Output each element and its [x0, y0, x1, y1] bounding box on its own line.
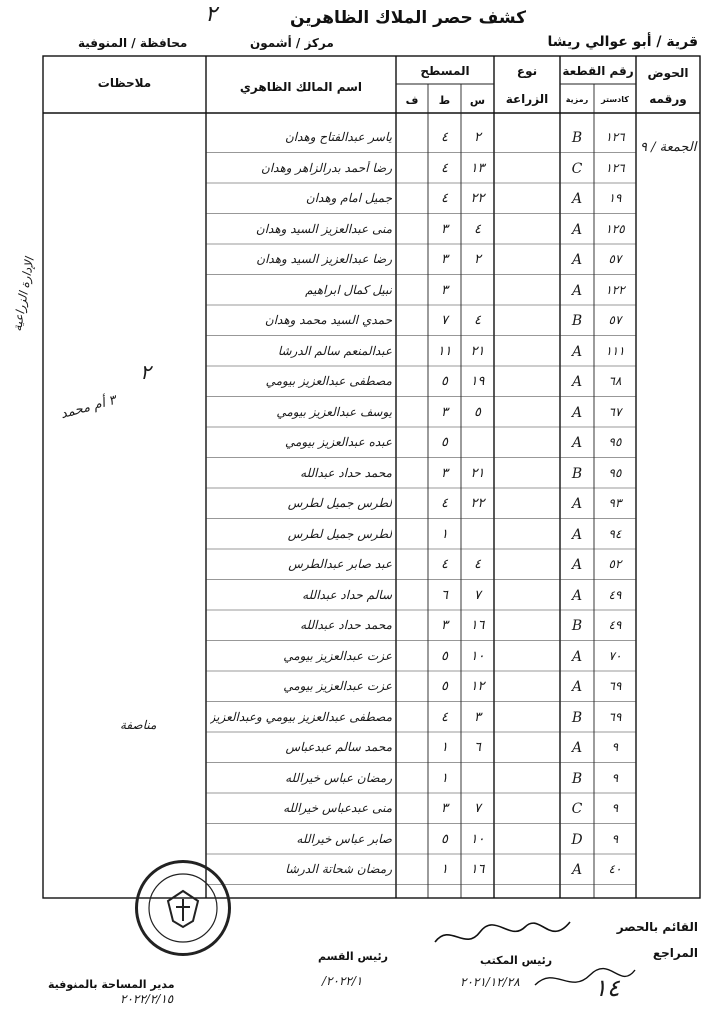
owner-name-cell: عزت عبدالعزيز بيومي: [283, 648, 392, 663]
owner-name-cell: عبدالمنعم سالم الدرشا: [277, 343, 392, 358]
plot-symbol-cell: A: [571, 252, 583, 268]
side-note-4: مناصفة: [120, 718, 157, 732]
reviewer-label: المراجع: [652, 946, 698, 960]
area-t-cell: ٣: [441, 404, 448, 420]
area-s-cell: ٤: [474, 313, 481, 328]
owner-name-cell: حمدي السيد محمد وهدان: [264, 313, 392, 327]
owner-name-cell: منى عبدعباس خيرالله: [283, 801, 392, 815]
plot-cadastral-cell: ٤٠: [608, 862, 622, 876]
plot-symbol-cell: A: [571, 679, 583, 695]
plot-cadastral-cell: ٥٢: [608, 557, 622, 571]
area-t-cell: ٣: [441, 801, 448, 816]
area-s-cell: ٢: [474, 130, 481, 145]
area-t-cell: ٧: [441, 313, 448, 328]
area-s-cell: ٧: [474, 587, 481, 603]
plot-symbol-header: رمزية: [565, 95, 589, 104]
official-seal: [135, 860, 231, 956]
plot-symbol-cell: D: [571, 831, 583, 848]
plot-symbol-cell: B: [571, 770, 583, 787]
plot-cadastral-cell: ٦٧: [608, 404, 622, 419]
plot-cadastral-cell: ٤٩: [608, 587, 622, 602]
plot-cadastral-cell: ٥٧: [608, 313, 622, 327]
plot-symbol-cell: A: [571, 404, 583, 421]
plot-cadastral-cell: ١٢٦: [605, 130, 625, 144]
area-t-cell: ٤: [441, 130, 448, 145]
plot-symbol-cell: B: [571, 709, 583, 726]
corner-mark: ١٤: [594, 974, 620, 1002]
area-t-cell: ٥: [441, 435, 448, 450]
area-s-cell: ١٩: [470, 374, 485, 389]
office-date: ٢٠٢١/١٢/٢٨: [460, 975, 520, 989]
plot-symbol-cell: A: [571, 496, 583, 512]
area-s-cell: ٢١: [470, 343, 485, 359]
area-t-cell: ٤: [441, 191, 448, 206]
plot-number-header: رقم القطعة: [562, 64, 634, 78]
area-s-cell: ١٠: [470, 648, 485, 664]
director-date: ٢٠٢٢/٢/١٥: [120, 992, 174, 1006]
area-s-cell: ٤: [474, 221, 481, 237]
area-s-cell: ٢١: [470, 465, 485, 481]
owner-name-cell: رمضان شحاتة الدرشا: [285, 862, 392, 876]
area-t-cell: ٥: [441, 831, 448, 847]
page-title: كشف حصر الملاك الظاهرين: [290, 8, 527, 28]
owner-name-header: اسم المالك الظاهري: [239, 80, 363, 94]
plot-symbol-cell: A: [571, 648, 583, 665]
area-s-cell: ١٣: [470, 160, 485, 176]
owner-name-cell: مصطفى عبدالعزيز بيومي: [265, 374, 392, 388]
area-s-cell: ٢٢: [470, 191, 485, 206]
center-field: مركز / أشمون: [250, 36, 334, 50]
plot-symbol-cell: C: [571, 160, 583, 177]
area-s-cell: ٣: [474, 709, 481, 725]
plot-symbol-cell: A: [571, 374, 583, 390]
plot-symbol-cell: A: [571, 282, 583, 299]
area-t-cell: ٦: [441, 587, 448, 603]
office-head-signature: [430, 912, 580, 962]
plot-cadastral-cell: ٩٤: [608, 526, 622, 541]
plot-cadastral-cell: ١١١: [605, 343, 625, 358]
area-t-cell: ١: [441, 526, 448, 542]
plot-symbol-cell: B: [571, 465, 583, 482]
owner-name-cell: عبده عبدالعزيز بيومي: [284, 435, 392, 449]
area-t-cell: ١: [441, 740, 448, 755]
area-t-cell: ٤: [441, 557, 448, 572]
section-date: ٢٠٢٢/١/: [322, 974, 363, 988]
owner-name-cell: رمضان عباس خيرالله: [285, 770, 392, 785]
area-t-cell: ١١: [437, 343, 452, 359]
plot-symbol-cell: B: [571, 618, 583, 634]
basin-entry: الجمعة / ٩: [640, 140, 697, 155]
plot-symbol-cell: A: [571, 435, 583, 451]
director-label: مدير المساحة بالمنوفية: [48, 978, 175, 991]
area-t-cell: ٥: [441, 679, 448, 694]
area-t-cell: ٥: [441, 374, 448, 389]
plot-symbol-cell: C: [571, 801, 583, 817]
eagle-icon: [138, 863, 228, 953]
crop-type-header-1: نوع: [516, 64, 538, 78]
owner-name-cell: لطرس جميل لطرس: [287, 526, 392, 541]
side-note-2: ٢: [140, 360, 151, 384]
owner-name-cell: سالم حداد عبدالله: [302, 587, 392, 602]
area-t-cell: ٤: [441, 160, 448, 176]
basin-header-1: الحوض: [647, 66, 689, 80]
page-number-mark: ٢: [205, 2, 217, 27]
plot-cadastral-cell: ١٢٥: [605, 221, 625, 236]
plot-cadastral-cell: ٩٥: [608, 465, 622, 480]
owner-name-cell: نبيل كمال ابراهيم: [305, 282, 392, 297]
plot-symbol-cell: A: [571, 862, 583, 878]
village-field: قرية / أبو عوالي ريشا: [547, 34, 698, 50]
plot-cadastral-cell: ٩٣: [608, 496, 622, 510]
crop-type-header-2: الزراعة: [505, 92, 549, 106]
area-t-cell: ٣: [441, 618, 448, 633]
area-t-cell: ٤: [441, 709, 448, 725]
reviewer-signature: [530, 960, 640, 1000]
area-s-header: س: [469, 94, 486, 107]
plot-symbol-cell: A: [571, 191, 583, 207]
area-f-header: ف: [405, 94, 419, 107]
side-note-3: ٣ أم محمد: [59, 392, 118, 423]
plot-cadastral-header: كادستر: [601, 95, 629, 104]
owner-name-cell: محمد حداد عبدالله: [300, 618, 392, 632]
area-t-cell: ٣: [441, 465, 448, 481]
owner-name-cell: رضا أحمد بدرالزاهر وهدان: [261, 160, 392, 175]
plot-cadastral-cell: ١٢٢: [605, 282, 625, 297]
plot-cadastral-cell: ٩: [611, 801, 619, 815]
area-s-cell: ٢٢: [470, 496, 485, 511]
plot-cadastral-cell: ٩: [611, 740, 619, 754]
area-t-cell: ٥: [441, 648, 448, 664]
plot-symbol-cell: A: [571, 587, 583, 604]
plot-cadastral-cell: ٦٨: [608, 374, 622, 388]
plot-cadastral-cell: ٧٠: [608, 648, 622, 663]
area-t-cell: ٣: [441, 221, 448, 237]
plot-cadastral-cell: ٩: [611, 831, 619, 846]
owner-name-cell: صابر عباس خيرالله: [296, 831, 392, 846]
area-t-cell: ١: [441, 770, 448, 786]
area-t-cell: ٤: [441, 496, 448, 511]
owner-name-cell: محمد حداد عبدالله: [300, 465, 392, 480]
plot-symbol-cell: B: [571, 313, 583, 329]
area-t-cell: ٣: [441, 252, 448, 267]
side-note-1: الإدارة الزراعية: [10, 256, 37, 333]
owner-name-cell: محمد سالم عبدعباس: [285, 740, 392, 754]
owner-name-cell: عزت عبدالعزيز بيومي: [283, 679, 392, 693]
owner-name-cell: يوسف عبدالعزيز بيومي: [276, 404, 392, 419]
plot-cadastral-cell: ٥٧: [608, 252, 622, 266]
plot-cadastral-cell: ٦٩: [608, 709, 622, 724]
plot-cadastral-cell: ١٩: [608, 191, 622, 205]
governorate-field: محافظة / المنوفية: [78, 36, 188, 50]
owner-name-cell: جميل امام وهدان: [305, 191, 392, 205]
area-s-cell: ١٢: [470, 679, 485, 694]
plot-cadastral-cell: ٦٩: [608, 679, 622, 693]
area-header: المسطح: [420, 64, 470, 78]
area-s-cell: ٤: [474, 557, 481, 572]
section-head-label: رئيس القسم: [318, 950, 388, 963]
office-head-label: رئيس المكتب: [480, 954, 553, 967]
plot-cadastral-cell: ٩: [611, 770, 619, 785]
owner-name-cell: ياسر عبدالفتاح وهدان: [284, 130, 392, 144]
owner-name-cell: لطرس جميل لطرس: [287, 496, 392, 510]
owner-name-cell: مصطفى عبدالعزيز بيومي وعبدالعزيز: [210, 709, 392, 724]
notes-header: ملاحظات: [97, 76, 152, 90]
area-t-cell: ٣: [441, 282, 448, 298]
area-s-cell: ٧: [474, 801, 481, 816]
surveyor-label: القائم بالحصر: [616, 920, 698, 934]
basin-header-2: ورقمه: [649, 92, 687, 106]
owner-name-cell: عبد صابر عبدالطرس: [288, 557, 392, 571]
plot-cadastral-cell: ٤٩: [608, 618, 622, 632]
plot-symbol-cell: A: [571, 526, 583, 543]
area-s-cell: ١٦: [470, 618, 485, 633]
plot-symbol-cell: A: [571, 557, 583, 573]
plot-cadastral-cell: ٩٥: [608, 435, 622, 449]
area-s-cell: ١٦: [470, 862, 485, 877]
plot-symbol-cell: A: [571, 343, 583, 360]
plot-symbol-cell: B: [571, 130, 583, 146]
plot-symbol-cell: A: [571, 740, 583, 756]
area-t-header: ط: [438, 94, 451, 107]
area-t-cell: ١: [441, 862, 448, 877]
area-s-cell: ٥: [474, 404, 481, 420]
plot-symbol-cell: A: [571, 221, 583, 238]
owner-name-cell: رضا عبدالعزيز السيد وهدان: [256, 252, 392, 266]
owner-name-cell: منى عبدالعزيز السيد وهدان: [255, 221, 392, 236]
area-s-cell: ١٠: [470, 831, 485, 847]
area-s-cell: ٢: [474, 252, 481, 267]
plot-cadastral-cell: ١٢٦: [605, 160, 625, 175]
area-s-cell: ٦: [474, 740, 481, 755]
